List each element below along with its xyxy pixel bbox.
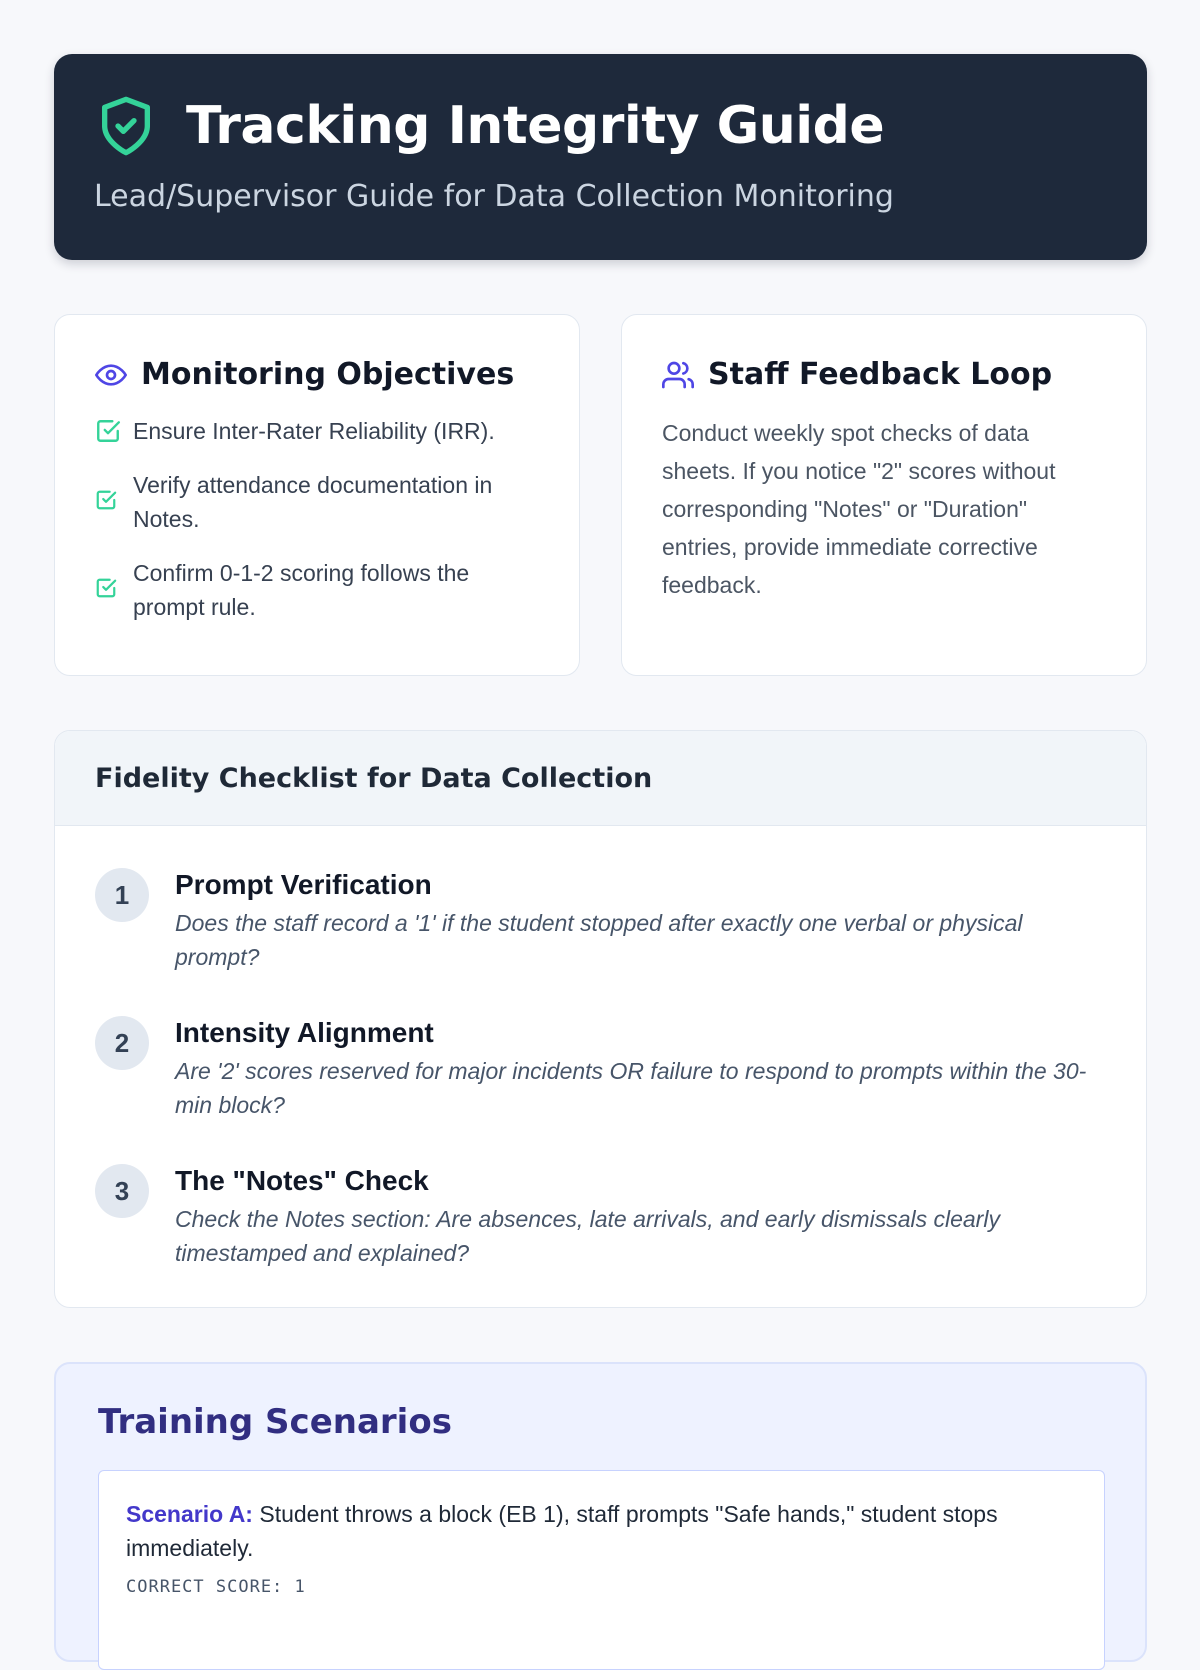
checkbox-checked-icon: [95, 418, 121, 444]
checklist-item: [95, 868, 1106, 974]
item-number-badge: 2: [95, 1016, 149, 1070]
objective-text: Verify attendance documentation in Notes.: [133, 472, 493, 532]
page: [54, 54, 1147, 1662]
item-number-badge: 1: [95, 868, 149, 922]
checklist-item: [95, 1016, 1106, 1122]
users-icon: [662, 359, 694, 391]
scenario-text-block: [126, 1497, 1078, 1565]
eye-icon: [95, 359, 127, 391]
shield-check-icon: [94, 92, 158, 160]
objectives-title: Monitoring Objectives: [141, 357, 515, 392]
item-description: Are '2' scores reserved for major incidents OR failure to respond to prompts within the 30-min block?: [175, 1058, 1087, 1118]
training-title: Training Scenarios: [98, 1402, 452, 1442]
item-description: Check the Notes section: Are absences, late arrivals, and early dismissals clearly timestamped and explained?: [175, 1206, 1000, 1266]
correct-score: CORRECT SCORE: 1: [126, 1577, 306, 1597]
checkbox-checked-icon: [95, 489, 121, 515]
list-item: [95, 468, 539, 536]
scenario-card: [98, 1470, 1105, 1670]
item-title: The "Notes" Check: [175, 1165, 429, 1196]
list-item: [95, 414, 539, 448]
feedback-text: Conduct weekly spot checks of data sheets. If you notice "2" scores without corresponding "Notes" or "Duration" entries, provide immediate corrective feedback.: [662, 420, 1056, 598]
feedback-title: Staff Feedback Loop: [708, 357, 1053, 392]
list-item: [95, 556, 539, 624]
checklist-title: Fidelity Checklist for Data Collection: [95, 762, 653, 794]
scenario-text: Student throws a block (EB 1), staff prompts "Safe hands," student stops immediately.: [126, 1501, 998, 1561]
objectives-card: [54, 314, 580, 676]
page-subtitle: Lead/Supervisor Guide for Data Collection Monitoring: [94, 179, 894, 214]
objectives-list: [95, 414, 539, 624]
checklist-item: [95, 1164, 1106, 1270]
item-number-badge: 3: [95, 1164, 149, 1218]
checkbox-checked-icon: [95, 577, 121, 603]
fidelity-checklist: [54, 730, 1147, 1308]
checklist-header: [55, 731, 1146, 826]
info-cards: [54, 314, 1147, 676]
feedback-card: [621, 314, 1147, 676]
training-scenarios: [54, 1362, 1147, 1662]
item-description: Does the staff record a '1' if the student stopped after exactly one verbal or physical prompt?: [175, 910, 1023, 970]
item-title: Intensity Alignment: [175, 1017, 434, 1048]
item-title: Prompt Verification: [175, 869, 432, 900]
page-title: Tracking Integrity Guide: [186, 96, 885, 156]
scenario-label: Scenario A:: [126, 1501, 253, 1527]
objective-text: Confirm 0-1-2 scoring follows the prompt rule.: [133, 560, 470, 620]
objective-text: Ensure Inter-Rater Reliability (IRR).: [133, 418, 495, 444]
header-banner: [54, 54, 1147, 260]
